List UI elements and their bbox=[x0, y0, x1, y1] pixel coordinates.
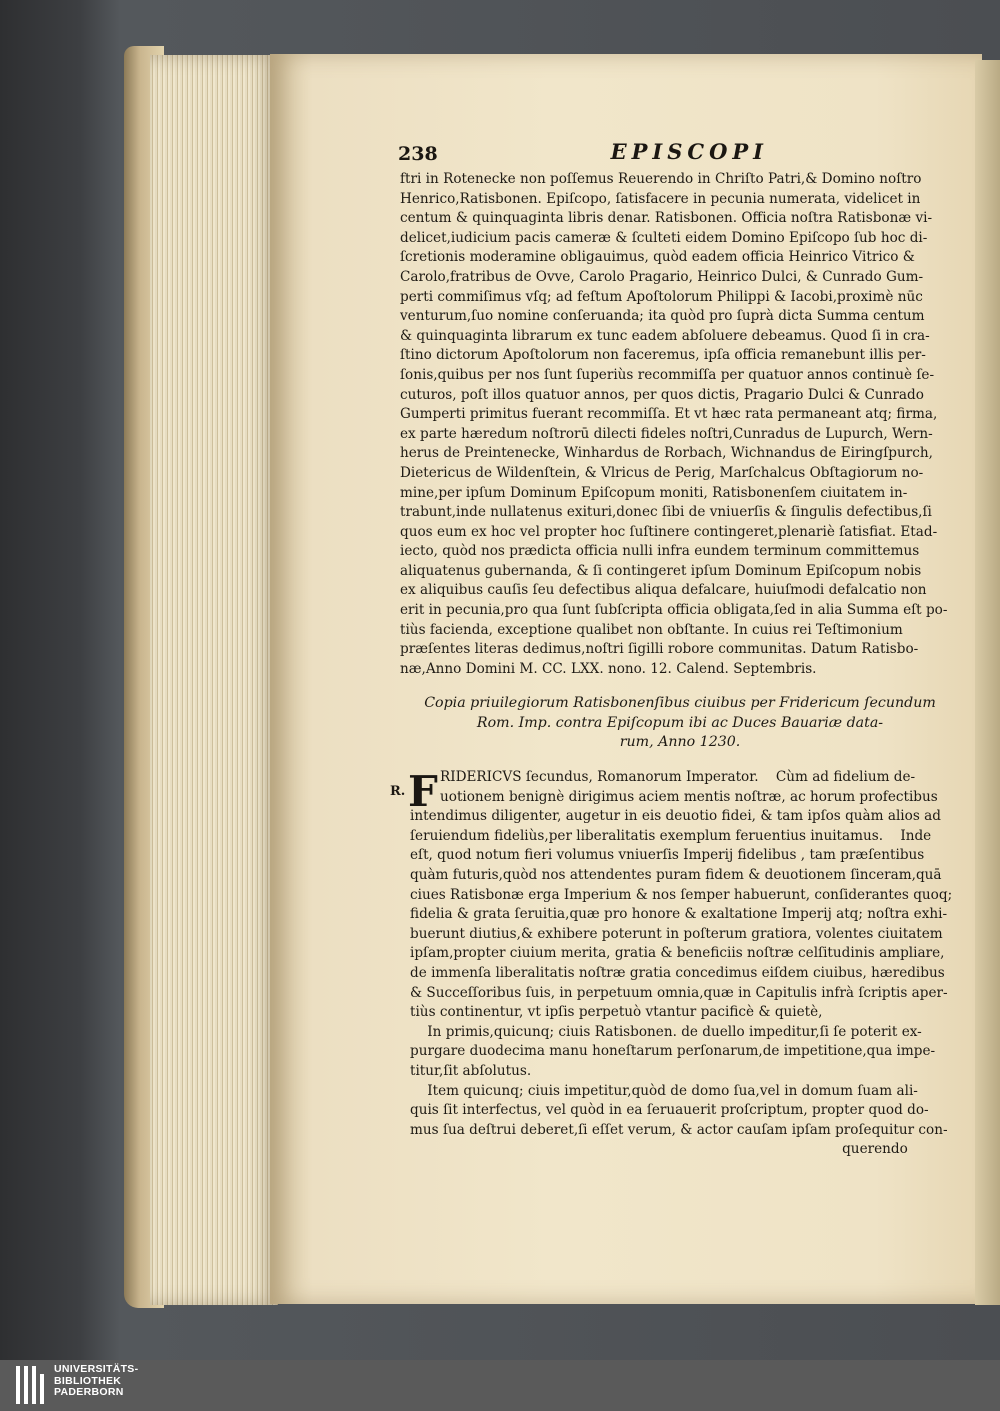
text-line: eſt, quod notum fieri volumus vniuerſis Imperij fidelibus , tam præſentibus bbox=[410, 847, 925, 864]
text-line: ſtino dictorum Apoſtolorum non faceremus, ipſa officia remanebunt illis per- bbox=[400, 347, 926, 364]
running-head: EPISCOPI bbox=[610, 139, 768, 164]
text-line: erit in pecunia,pro qua ſunt ſubſcripta officia obligata,ſed in alia Summa eſt po- bbox=[400, 602, 948, 619]
text-line: & quinquaginta librarum ex tunc eadem abſoluere debeamus. Quod ſi in cra- bbox=[400, 327, 930, 344]
library-logo-icon bbox=[14, 1364, 48, 1406]
adjacent-page-edge bbox=[975, 60, 1000, 1305]
text-line: intendimus diligenter, augetur in eis deuotio fidei, & tam ipſos quàm alios ad bbox=[410, 808, 941, 825]
margin-mark: R. bbox=[390, 784, 406, 799]
text-line: uotionem benignè dirigimus aciem mentis noſtræ, ac horum profectibus bbox=[440, 788, 938, 805]
text-line: Dietericus de Wildenſtein, & Vlricus de Perig, Marſchalcus Obſtagiorum no- bbox=[400, 464, 924, 481]
text-line: Carolo,fratribus de Ovve, Carolo Pragario, Heinrico Dulci, & Cunrado Gum- bbox=[400, 268, 924, 285]
text-line: In primis,quicunq; ciuis Ratisbonen. de duello impeditur,ſi ſe poterit ex- bbox=[410, 1023, 922, 1040]
page-edges bbox=[150, 55, 278, 1305]
text-line: præſentes literas dedimus,noſtri ſigilli robore communitas. Datum Ratisbo- bbox=[400, 641, 919, 658]
text-line: mus ſua deſtrui deberet,ſi eſſet verum, & actor cauſam ipſam proſequitur con- bbox=[410, 1121, 948, 1138]
text-line: Henrico,Ratisbonen. Epiſcopo, ſatisfacere in pecunia numerata, videlicet in bbox=[400, 190, 921, 207]
text-line: venturum,ſuo nomine conſeruanda; ita quòd pro ſuprà dicta Summa centum bbox=[400, 308, 925, 325]
heading-line: rum, Anno 1230. bbox=[619, 734, 741, 750]
library-name-line3: PADERBORN bbox=[54, 1386, 124, 1398]
text-line: fidelia & grata ſeruitia,quæ pro honore & exaltatione Imperij atq; noſtra exhi- bbox=[410, 906, 948, 923]
heading-line: Rom. Imp. contra Epiſcopum ibi ac Duces Bauariæ data- bbox=[476, 714, 884, 731]
text-line: ſeruiendum fideliùs,per liberalitatis exemplum feruentius inuitamus. Inde bbox=[410, 827, 932, 844]
text-line: RIDERICVS ſecundus, Romanorum Imperator. Cùm ad fidelium de- bbox=[440, 769, 916, 785]
text-line: ſcretionis moderamine obligauimus, quòd eadem officia Heinrico Vitrico & bbox=[400, 249, 915, 266]
text-line: delicet,iudicium pacis cameræ & ſculteti eidem Domino Epiſcopo ſub hoc di- bbox=[400, 229, 928, 246]
text-line: ex parte hæredum noſtrorū dilecti fideles noſtri,Cunradus de Lupurch, Wern- bbox=[400, 425, 933, 442]
library-name bbox=[54, 1364, 138, 1399]
text-line: ſonis,quibus per nos ſunt ſuperiùs recommiſſa per quatuor annos continuè ſe- bbox=[400, 366, 935, 383]
text-line: tiùs facienda, exceptione qualibet non obſtante. In cuius rei Teſtimonium bbox=[400, 621, 903, 638]
text-line: ipſam,propter ciuium merita, gratia & beneficiis noſtræ celſitudinis ampliare, bbox=[410, 945, 945, 962]
page-number: 238 bbox=[398, 143, 438, 165]
text-line: cuturos, poſt illos quatuor annos, per quos dictis, Pragario Dulci & Cunrado bbox=[400, 386, 924, 403]
text-line: tiùs continentur, vt ipſis perpetuò vtantur pacificè & quietè, bbox=[410, 1004, 823, 1021]
text-line: purgare duodecima manu honeſtarum perſonarum,de impetitione,qua impe- bbox=[410, 1043, 936, 1060]
drop-capital: F bbox=[408, 767, 438, 816]
text-line: ciues Ratisbonæ erga Imperium & nos ſemper habuerunt, conſiderantes quoq; bbox=[410, 886, 953, 903]
footer-bar bbox=[0, 1360, 1000, 1411]
text-line: quàm futuris,quòd nos attendentes puram fidem & deuotionem ſinceram,quā bbox=[410, 866, 942, 883]
text-line: ex aliquibus cauſis ſeu defectibus aliqua defalcare, huiuſmodi defalcatio non bbox=[400, 582, 927, 599]
text-line: Gumperti primitus fuerant recommiſſa. Et vt hæc rata permaneant atq; firma, bbox=[400, 406, 938, 423]
text-line: quis ſit interfectus, vel quòd in ea ſeruauerit proſcriptum, propter quod do- bbox=[410, 1102, 929, 1119]
page-header bbox=[398, 139, 968, 171]
text-line: buerunt diutius,& exhibere poterunt in poſterum gratiora, volentes ciuitatem bbox=[410, 925, 943, 942]
text-line: Item quicunq; ciuis impetitur,quòd de domo ſua,vel in domum ſuam ali- bbox=[410, 1082, 918, 1099]
library-name-line1: UNIVERSITÄTS- bbox=[54, 1363, 139, 1375]
text-line: næ,Anno Domini M. CC. LXX. nono. 12. Calend. Septembris. bbox=[400, 660, 817, 677]
text-line: iecto, quòd nos prædicta officia nulli infra eundem terminum committemus bbox=[400, 543, 920, 560]
text-line: & Succeſſoribus ſuis, in perpetuum omnia,quæ in Capitulis infrà ſcriptis aper- bbox=[410, 984, 948, 1001]
text-line: centum & quinquaginta libris denar. Ratisbonen. Officia noſtra Ratisbonæ vi- bbox=[400, 210, 933, 227]
section-heading bbox=[420, 694, 940, 753]
text-line: herus de Preintenecke, Winhardus de Rorbach, Wichnandus de Eiringſpurch, bbox=[400, 445, 933, 462]
library-name-line2: BIBLIOTHEK bbox=[54, 1374, 122, 1387]
text-line: de immenſa liberalitatis noſtræ gratia concedimus eiſdem ciuibus, hæredibus bbox=[410, 964, 945, 981]
text-line: mine,per ipſum Dominum Epiſcopum moniti, Ratisbonenſem ciuitatem in- bbox=[400, 484, 908, 501]
text-line: aliquatenus gubernanda, & ſi contingeret ipſum Dominum Epiſcopum nobis bbox=[400, 562, 922, 579]
heading-line: Copia priuilegiorum Ratisbonenſibus ciuibus per Fridericum ſecundum bbox=[424, 695, 936, 711]
text-line: querendo bbox=[410, 1141, 908, 1158]
text-line: quos eum ex hoc vel propter hoc ſuſtinere contingeret,plenariè ſatisfiat. Etad- bbox=[400, 523, 938, 540]
text-line: trabunt,inde nullatenus exituri,donec ſibi de vniuerſis & ſingulis defectibus,ſi bbox=[400, 504, 932, 521]
text-line: perti commiſimus vſq; ad feſtum Apoſtolorum Philippi & Iacobi,proximè nūc bbox=[400, 288, 923, 305]
text-block-charter bbox=[400, 170, 960, 679]
text-block-privilege bbox=[410, 768, 960, 1160]
text-line: titur,ſit abſolutus. bbox=[410, 1062, 532, 1079]
text-line: ftri in Rotenecke non poſſemus Reuerendo in Chriſto Patri,& Domino noſtro bbox=[400, 171, 922, 187]
